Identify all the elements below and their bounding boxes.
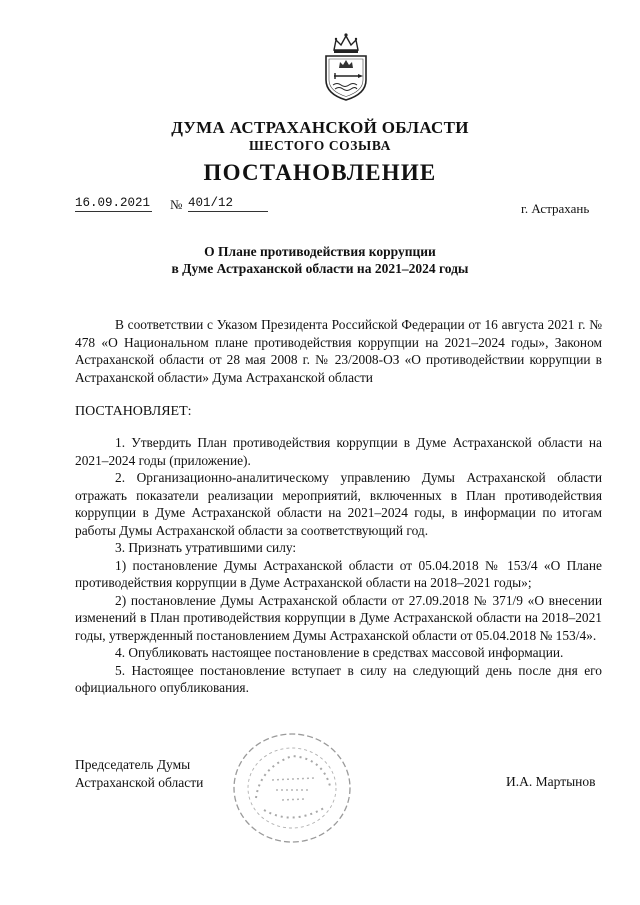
signer-name: И.А. Мартынов [506,774,596,789]
document-subject [0,243,640,277]
subject-line: в Думе Астраханской области на 2021–2024 годы [171,261,469,276]
decree-items [75,434,602,697]
signer-position-line: Председатель Думы [75,757,191,772]
organization-title: ДУМА АСТРАХАНСКОЙ ОБЛАСТИ [171,118,469,137]
signer-position [75,756,203,792]
decree-item: 2) постановление Думы Астраханской области от 27.09.2018 № 371/9 «О внесении изменений в План противодействия коррупции в Думе Астраханской области на 2018–2021 годы, утвержденный постановлением Думы Астраханской области от 05.04.2018 № 153/4». [75,592,602,643]
number-sign: № [170,197,183,212]
round-seal-stamp-icon [226,728,356,848]
intro-paragraph: В соответствии с Указом Президента Российской Федерации от 16 августа 2021 г. № 478 «О Национальном плане противодействия коррупции на 2021–2024 годы», Законом Астраханской области от 28 мая 2008 г. № 23/2008-ОЗ «О противодействии коррупции в Астраханской области» Дума Астраханской области [75,317,602,385]
astrakhan-coat-of-arms-icon [318,30,374,102]
decree-item: 5. Настоящее постановление вступает в силу на следующий день после дня его официального опубликования. [75,662,602,695]
decree-item: 3. Признать утратившими силу: [115,540,297,555]
decree-item: 2. Организационно-аналитическому управлению Думы Астраханской области отражать показатели реализации мероприятий, включенных в План противодействия коррупции в Думе Астраханской области на 2021–2024 годы, в информации по итогам работы Думы Астраханской области за соответствующий год. [75,470,602,538]
subject-line: О Плане противодействия коррупции [204,244,436,259]
decree-word: ПОСТАНОВЛЯЕТ: [75,404,192,419]
document-date: 16.09.2021 [75,196,151,210]
decree-item: 4. Опубликовать настоящее постановление в средствах массовой информации. [115,645,564,660]
decree-item: 1) постановление Думы Астраханской области от 05.04.2018 № 153/4 «О Плане противодействия коррупции в Думе Астраханской области на 2018–2021 годы»; [75,557,602,590]
decree-word-block [75,403,602,421]
organization-subtitle: ШЕСТОГО СОЗЫВА [249,138,391,153]
intro-paragraph-block [75,316,602,386]
signer-position-line: Астраханской области [75,775,204,790]
decree-item: 1. Утвердить План противодействия коррупции в Думе Астраханской области на 2021–2024 годы (приложение). [75,435,602,468]
document-city: г. Астрахань [521,201,590,216]
document-number: 401/12 [188,196,268,212]
document-type-title: ПОСТАНОВЛЕНИЕ [203,160,437,185]
